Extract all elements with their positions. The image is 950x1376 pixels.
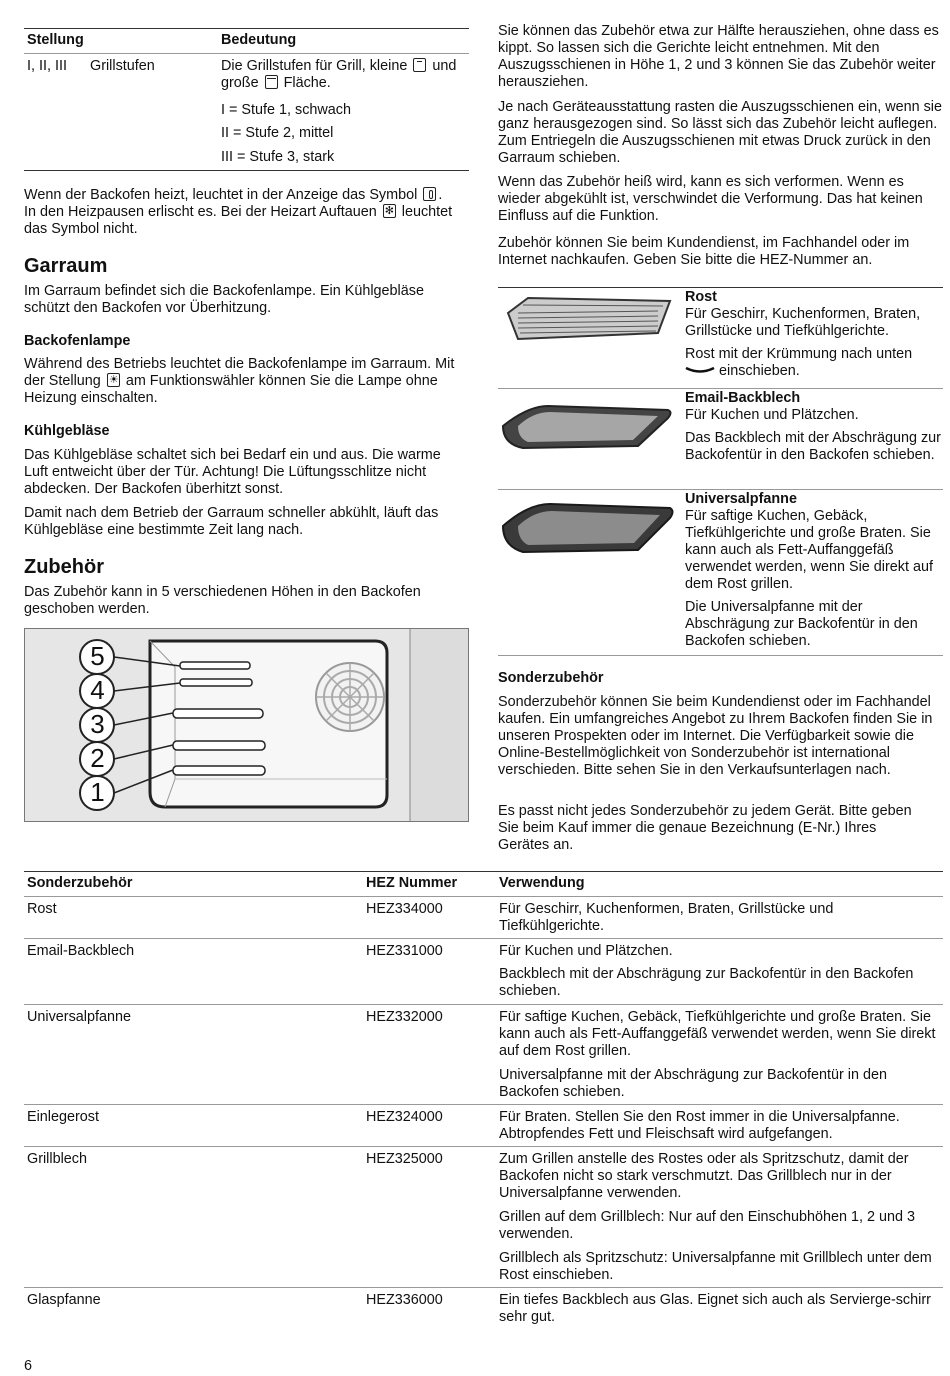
table-bottom-rule [24,170,469,171]
table-row-name: Glaspfanne [27,1292,101,1308]
sonder-header-name: Sonderzubehör [27,875,133,891]
sonder-header-rule [24,896,943,897]
accessory-rule-2 [498,489,943,490]
lamp-icon [107,373,120,387]
zubehoer-intro: Das Zubehör kann in 5 verschiedenen Höhen in den Backofen geschoben werden. [24,584,421,617]
accessory-rost-text2: Rost mit der Krümmung nach unten [685,346,913,362]
grill-large-icon [265,75,278,89]
fan-title: Kühlgebläse [24,423,110,439]
table-row-use: Backblech mit der Abschrägung zur Backofentür in den Backofen schieben. [499,966,914,999]
right-para-4: Zubehör können Sie beim Kundendienst, im Fachhandel oder im Internet nachkaufen. Geben Sie bitte die HEZ-Nummer an. [498,235,910,268]
accessory-backblech [498,390,943,488]
accessory-rule-1 [498,388,943,389]
accessory-backblech-name: Email-Backblech [685,390,801,406]
thermometer-icon [423,187,436,201]
grill-level-3: III = Stufe 3, stark [221,149,335,165]
grill-position: I, II, III [27,58,67,74]
table-row-name: Rost [27,901,57,917]
table-row-use: Für Geschirr, Kuchenformen, Braten, Grillstücke und Tiefkühlgerichte. [499,901,834,934]
level-label-1: 1 [90,777,105,807]
table-row-use: Zum Grillen anstelle des Rostes oder als Spritzschutz, damit der Backofen nicht so stark verschmutzt. Das Grillblech nur in der Universalpfanne verwenden. [499,1151,909,1201]
sonder-title: Sonderzubehör [498,670,604,686]
rack-image [498,293,678,353]
header-bedeutung: Bedeutung [221,32,297,48]
table-row-hez: HEZ334000 [366,901,443,917]
table-row-name: Einlegerost [27,1109,99,1125]
sonder-header-use: Verwendung [499,875,585,891]
grill-name: Grillstufen [90,58,155,74]
accessory-rost-text3: einschieben. [685,363,943,380]
table-row-rule [24,938,943,939]
heating-note: Wenn der Backofen heizt, leuchtet in der Anzeige das Symbol . In den Heizpausen erlischt es. Bei der Heizart Auftauen ✻ leuchtet das Symbol nicht. [24,187,454,238]
table-row-use: Ein tiefes Backblech aus Glas. Eignet sich auch als Servierge-schirr sehr gut. [499,1292,931,1325]
sonder-table-top-rule [24,871,943,872]
fan-grille-icon [316,663,384,731]
header-stellung: Stellung [27,32,84,48]
table-row-use: Für Braten. Stellen Sie den Rost immer in die Universalpfanne. Abtropfendes Fett und Fleischsaft wird aufgefangen. [499,1109,900,1142]
table-row-use: Grillen auf dem Grillblech: Nur auf den Einschubhöhen 1, 2 und 3 verwenden. [499,1209,915,1242]
table-row-name: Email-Backblech [27,943,135,959]
table-row-hez: HEZ324000 [366,1109,443,1125]
oven-levels-diagram [24,628,469,822]
level-label-2: 2 [90,743,105,773]
accessory-universalpfanne-text2: Die Universalpfanne mit der Abschrägung zur Backofentür in den Backofen schieben. [685,599,918,649]
table-row-use: Universalpfanne mit der Abschrägung zur Backofentür in den Backofen schieben. [499,1067,887,1100]
table-row-name: Universalpfanne [27,1009,131,1025]
page-number: 6 [24,1358,33,1374]
sonder-header-hez: HEZ Nummer [366,875,458,891]
lamp-text: Während des Betriebs leuchtet die Backofenlampe im Garraum. Mit der Stellung ☀ am Funktionswähler können Sie die Lampe ohne Heizung einschalten. [24,356,464,407]
grill-meaning: Die Grillstufen für Grill, kleine und große Fläche. [221,58,457,91]
accessory-top-rule [498,287,943,288]
accessory-rost-text1: Für Geschirr, Kuchenformen, Braten, Grillstücke und Tiefkühlgerichte. [685,306,921,339]
curve-down-icon [685,365,715,375]
level-label-3: 3 [90,709,105,739]
accessory-rule-3 [498,655,943,656]
right-para-3: Wenn das Zubehör heiß wird, kann es sich verformen. Wenn es wieder abgekühlt ist, verschwindet die Verformung. Das hat keinen Einfluss auf die Funktion. [498,174,923,224]
grill-small-icon [413,58,426,72]
table-row-name: Grillblech [27,1151,87,1167]
zubehoer-title: Zubehör [24,556,104,578]
table-row-rule [24,1004,943,1005]
sonder-para-2: Es passt nicht jedes Sonderzubehör zu jedem Gerät. Bitte geben Sie beim Kauf immer die genaue Bezeichnung (E-Nr.) Ihres Gerätes an. [498,803,912,853]
level-label-4: 4 [90,675,105,705]
table-row-hez: HEZ325000 [366,1151,443,1167]
fan-text-1: Das Kühlgebläse schaltet sich bei Bedarf ein und aus. Die warme Luft entweicht über der Tür. Achtung! Die Lüftungsschlitze nicht abdecken. Der Backofen überhitzt sonst. [24,447,441,497]
accessory-universalpfanne-text1: Für saftige Kuchen, Gebäck, Tiefkühlgerichte und große Braten. Sie kann auch als Fett-Auffanggefäß verwendet werden, wenn Sie direkt auf dem Rost grillen. [685,508,933,592]
level-label-5: 5 [90,641,105,671]
accessory-backblech-text1: Für Kuchen und Plätzchen. [685,407,859,423]
baking-tray-image [498,398,678,458]
grill-level-2: II = Stufe 2, mittel [221,125,334,141]
table-row-rule [24,1104,943,1105]
sonder-para-1: Sonderzubehör können Sie beim Kundendienst oder im Fachhandel kaufen. Ein umfangreiches Angebot zu Ihrem Backofen finden Sie in unseren Prospekten oder im Internet. Die Verfügbarkeit sowie die Online-Bestellmöglichkeit von Sonderzubehör ist international verschieden. Bitte sehen Sie in den Verkaufsunterlagen nach. [498,694,933,778]
garraum-intro: Im Garraum befindet sich die Backofenlampe. Ein Kühlgebläse schützt den Backofen vor Überhitzung. [24,283,424,316]
table-row-use: Grillblech als Spritzschutz: Universalpfanne mit Grillblech unter dem Rost einschieben. [499,1250,932,1283]
accessory-backblech-text2: Das Backblech mit der Abschrägung zur Backofentür in den Backofen schieben. [685,430,941,463]
table-row-hez: HEZ331000 [366,943,443,959]
garraum-title: Garraum [24,255,108,277]
fan-text-2: Damit nach dem Betrieb der Garraum schneller abkühlt, läuft das Kühlgebläse eine bestimmte Zeit lang nach. [24,505,439,538]
accessory-rost-name: Rost [685,289,717,305]
accessory-universalpfanne [498,491,943,653]
right-para-2: Je nach Geräteausstattung rasten die Auszugsschienen ein, wenn sie ganz herausgezogen sind. So lässt sich das Zubehör leicht auflegen. Zum Entriegeln die Auszugsschienen mit etwas Druck zurück in den Garraum schieben. [498,99,942,166]
right-para-1: Sie können das Zubehör etwa zur Hälfte herausziehen, ohne dass es kippt. So lassen sich die Gerichte leicht entnehmen. Mit den Auszugsschienen in Höhe 1, 2 und 3 können Sie das Zubehör weiter herausziehen. [498,23,939,90]
table-row-hez: HEZ332000 [366,1009,443,1025]
table-row-rule [24,1287,943,1288]
universal-pan-image [498,496,678,562]
accessory-universalpfanne-name: Universalpfanne [685,491,797,507]
table-row-use: Für Kuchen und Plätzchen. [499,943,673,959]
table-row-use: Für saftige Kuchen, Gebäck, Tiefkühlgerichte und große Braten. Sie kann auch als Fett-Auffanggefäß verwendet werden, wenn Sie direkt auf dem Rost grillen. [499,1009,936,1059]
lamp-title: Backofenlampe [24,333,131,349]
defrost-icon [383,204,396,218]
grill-level-1: I = Stufe 1, schwach [221,102,351,118]
table-row-hez: HEZ336000 [366,1292,443,1308]
table-header-rule [24,53,469,54]
accessory-rost [498,289,943,387]
table-row-rule [24,1146,943,1147]
table-top-rule [24,28,469,29]
